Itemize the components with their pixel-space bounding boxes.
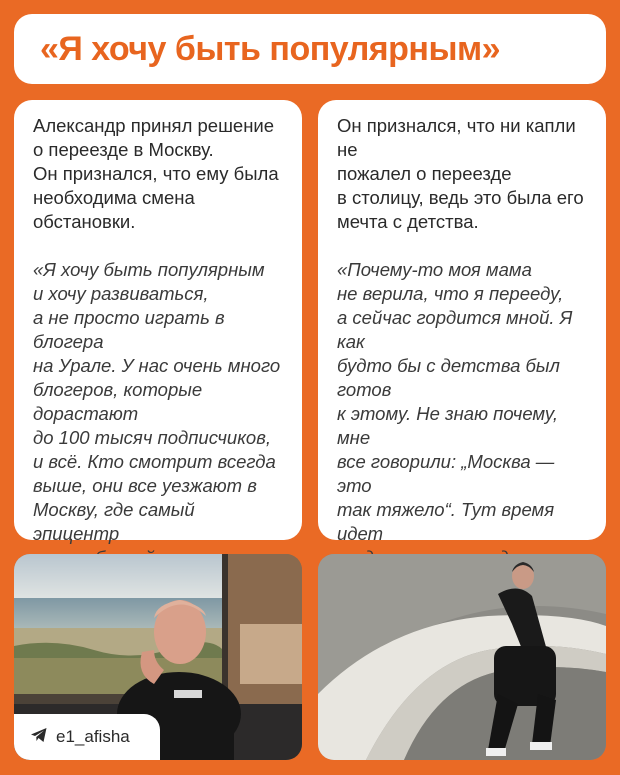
right-text-card [318,100,606,544]
left-intro-text: Александр принял решение о переезде в Москву. Он признался, что ему была необходима смена обстановки. [33,115,279,232]
left-text-card [14,100,302,544]
right-quote-text: «Почему-то моя мама не верила, что я перееду, а сейчас гордится мной. Я как будто бы с детства был готов к этому. Не знаю почему, мне все говорили: „Москва — это так тяжело“. Тут время идет [337,259,573,544]
photo-man-sitting-on-bench [318,554,606,760]
right-intro-text: Он признался, что ни капли не пожалел о переезде в столицу, ведь это была его мечта с детства. [337,115,584,232]
left-quote: «Я хочу быть популярным и хочу развиваться, а не просто играть в блогера на Урале. У нас очень много блогеров, которые дорастают до 100 тысяч подписчиков, и всё. Кто смотрит всегда выше, они все уезжают в Москву, где самый эпицентр [33,259,281,544]
page-title: «Я хочу быть популярным» [40,30,501,68]
title-card [14,14,606,84]
source-handle: e1_afisha [56,727,130,746]
telegram-icon [30,727,48,748]
source-tag[interactable] [14,714,160,760]
left-quote-text [33,258,284,594]
